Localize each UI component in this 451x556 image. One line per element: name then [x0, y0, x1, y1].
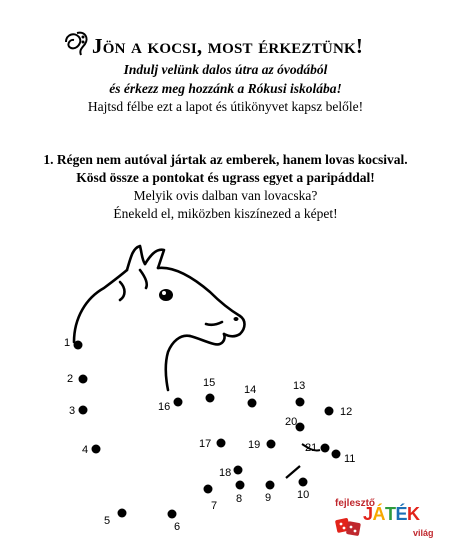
dot-label-19: 19 [248, 439, 261, 451]
dot-19 [248, 439, 276, 451]
task-line-4: Énekeld el, miközben kiszínezed a képet! [113, 206, 338, 221]
task-line-1: 1. Régen nem autóval jártak az emberek, hanem lovas kocsival. [43, 152, 408, 167]
dot-20 [285, 416, 305, 432]
dot-label-5: 5 [104, 515, 111, 527]
dot-label-6: 6 [174, 521, 181, 533]
dot-label-1: 1 [64, 337, 71, 349]
dot-label-14: 14 [244, 384, 257, 396]
dot-16 [158, 398, 183, 414]
dot-7 [204, 485, 218, 513]
horse-outline [74, 246, 245, 390]
dot-15 [203, 377, 215, 403]
dot-label-7: 7 [211, 500, 218, 512]
dot-13 [293, 380, 305, 407]
dot-2 [67, 373, 88, 385]
dot-18 [219, 466, 243, 480]
logo-main-letters [363, 504, 420, 524]
dot-3 [69, 405, 88, 417]
logo-bottom-text: világ [413, 528, 434, 538]
dot-label-8: 8 [236, 493, 243, 505]
reins-line [286, 466, 300, 478]
logo-letter: Á [372, 504, 386, 524]
dot-label-3: 3 [69, 405, 76, 417]
dot-label-10: 10 [297, 489, 310, 501]
page-title: Jön a kocsi, most érkeztünk! [92, 34, 364, 58]
horse-nostril [234, 317, 239, 321]
dot-label-13: 13 [293, 380, 306, 392]
dot-label-21: 21 [305, 442, 318, 454]
dot-4 [82, 444, 101, 456]
dot-label-16: 16 [158, 401, 171, 413]
logo-letter: T [385, 504, 396, 524]
dot-label-15: 15 [203, 377, 216, 389]
intro-line-1: Indulj velünk dalos útra az óvodából [123, 62, 328, 77]
dot-5 [104, 509, 127, 528]
dice-icon [335, 514, 363, 538]
logo-letter: J [363, 504, 373, 524]
logo-main-text [363, 504, 420, 525]
dot-label-9: 9 [265, 492, 272, 504]
fejleszto-jatek-vilag-logo [333, 498, 445, 546]
music-clef-icon [61, 28, 91, 58]
title-row [0, 28, 451, 62]
logo-letter: K [407, 504, 420, 524]
horse-eye-highlight [162, 291, 166, 295]
dot-8 [236, 481, 245, 506]
dot-label-12: 12 [340, 406, 353, 418]
intro-line-3: Hajtsd félbe ezt a lapot és útikönyvet kapsz belőle! [87, 99, 364, 114]
dot-6 [168, 510, 181, 534]
dot-21 [305, 442, 330, 454]
logo-top-text: fejlesztő [335, 498, 376, 509]
dot-label-11: 11 [344, 453, 356, 465]
intro-line-2: és érkezz meg hozzánk a Rókusi iskolába! [109, 81, 342, 96]
dot-9 [265, 481, 275, 505]
dot-14 [244, 384, 257, 408]
logo-letter: É [395, 504, 408, 524]
dot-label-20: 20 [285, 416, 298, 428]
task-line-2: Kösd össze a pontokat és ugrass egyet a paripáddal! [76, 170, 375, 185]
dot-label-18: 18 [219, 467, 232, 479]
dot-label-17: 17 [199, 438, 212, 450]
dot-12 [325, 406, 353, 418]
task-line-3: Melyik ovis dalban van lovacska? [133, 188, 318, 203]
dot-label-2: 2 [67, 373, 74, 385]
dot-10 [297, 478, 309, 502]
dot-17 [199, 438, 226, 450]
dot-label-4: 4 [82, 444, 89, 456]
dot-11 [332, 450, 356, 466]
horse-eye [159, 289, 173, 301]
